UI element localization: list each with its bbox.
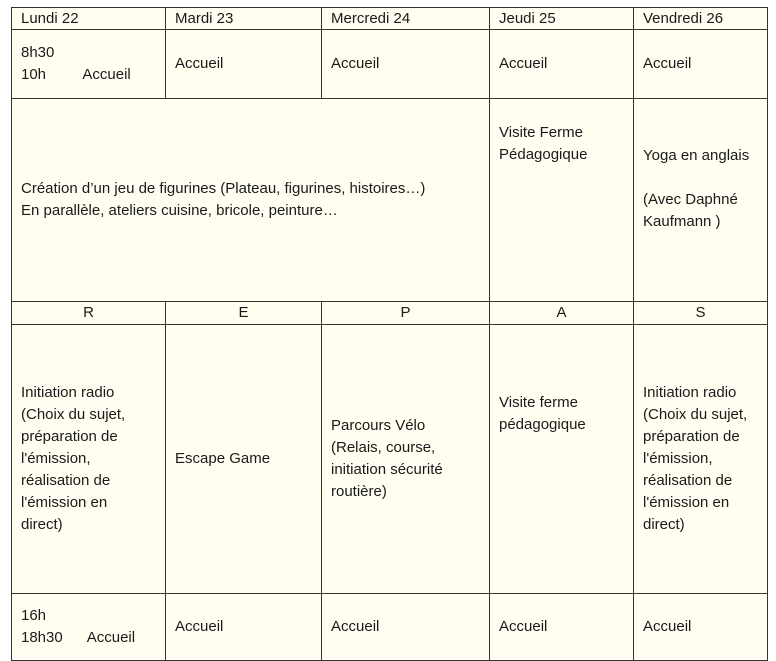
morning-end-time: 10h xyxy=(21,66,47,83)
morning-start-time: 8h30 xyxy=(21,44,55,61)
day-header-mercredi: Mercredi 24 xyxy=(322,8,490,30)
afternoon-jeudi-line: pédagogique xyxy=(499,416,586,433)
morning-jeudi-cell xyxy=(490,30,634,99)
evening-start-time: 16h xyxy=(21,607,47,624)
repas-letter-p: P xyxy=(322,302,490,325)
afternoon-mardi-cell xyxy=(166,325,322,594)
activities-row xyxy=(12,99,768,302)
morning-time-range xyxy=(21,42,54,86)
afternoon-lundi-line: l'émission, xyxy=(21,450,91,467)
afternoon-vendredi-cell xyxy=(634,325,768,594)
morning-vendredi-accueil: Accueil xyxy=(643,55,692,72)
afternoon-lundi-line: préparation de xyxy=(21,428,118,445)
afternoon-mercredi-line: Parcours Vélo xyxy=(331,417,426,434)
evening-mercredi-cell xyxy=(322,594,490,661)
morning-time-block xyxy=(21,42,156,86)
evening-vendredi-cell xyxy=(634,594,768,661)
repas-letter-s: S xyxy=(634,302,768,325)
afternoon-lundi-line: l'émission en xyxy=(21,494,108,511)
repas-row xyxy=(12,302,768,325)
afternoon-lundi-line: Initiation radio xyxy=(21,384,115,401)
evening-lundi-cell xyxy=(12,594,166,661)
repas-letter-a: A xyxy=(490,302,634,325)
day-header-lundi: Lundi 22 xyxy=(12,8,166,30)
afternoon-vendredi-line: préparation de xyxy=(643,428,740,445)
vendredi-activity-line-3: Kaufmann ) xyxy=(643,213,721,230)
vendredi-activity-line-1: Yoga en anglais xyxy=(643,147,750,164)
afternoon-mercredi-line: (Relais, course, xyxy=(331,439,436,456)
morning-mardi-accueil: Accueil xyxy=(175,55,224,72)
afternoon-vendredi-line: réalisation de xyxy=(643,472,733,489)
jeudi-activity-line-1: Visite Ferme xyxy=(499,124,583,141)
morning-row xyxy=(12,30,768,99)
morning-vendredi-cell xyxy=(634,30,768,99)
vendredi-activity-cell xyxy=(634,99,768,302)
repas-letter-r: R xyxy=(12,302,166,325)
evening-end-time: 18h30 xyxy=(21,629,63,646)
repas-letter-e: E xyxy=(166,302,322,325)
afternoon-jeudi-cell xyxy=(490,325,634,594)
evening-vendredi-accueil: Accueil xyxy=(643,618,692,635)
vendredi-activity-line-2: (Avec Daphné xyxy=(643,191,738,208)
evening-jeudi-accueil: Accueil xyxy=(499,618,548,635)
evening-time-range xyxy=(21,605,63,649)
evening-mardi-cell xyxy=(166,594,322,661)
jeudi-activity-cell xyxy=(490,99,634,302)
afternoon-row xyxy=(12,325,768,594)
day-header-mardi: Mardi 23 xyxy=(166,8,322,30)
afternoon-vendredi-line: direct) xyxy=(643,516,685,533)
evening-jeudi-cell xyxy=(490,594,634,661)
evening-row xyxy=(12,594,768,661)
afternoon-vendredi-line: l'émission en xyxy=(643,494,730,511)
afternoon-vendredi-line: (Choix du sujet, xyxy=(643,406,748,423)
evening-lundi-accueil: Accueil xyxy=(86,629,136,646)
afternoon-lundi-line: réalisation de xyxy=(21,472,111,489)
morning-mardi-cell xyxy=(166,30,322,99)
evening-mardi-accueil: Accueil xyxy=(175,618,224,635)
day-header-row xyxy=(12,8,768,30)
figurines-activity-title: Création d’un jeu de figurines (Plateau, figurines, histoires…) xyxy=(21,180,426,197)
afternoon-lundi-line: direct) xyxy=(21,516,63,533)
jeudi-activity-line-2: Pédagogique xyxy=(499,146,588,163)
morning-jeudi-accueil: Accueil xyxy=(499,55,548,72)
figurines-activity-cell xyxy=(12,99,490,302)
vendredi-activity-spacer xyxy=(643,167,758,189)
evening-mercredi-accueil: Accueil xyxy=(331,618,380,635)
morning-mercredi-accueil: Accueil xyxy=(331,55,380,72)
afternoon-vendredi-line: Initiation radio xyxy=(643,384,737,401)
afternoon-lundi-cell xyxy=(12,325,166,594)
afternoon-mercredi-line: initiation sécurité xyxy=(331,461,443,478)
afternoon-vendredi-line: l'émission, xyxy=(643,450,713,467)
morning-lundi-cell xyxy=(12,30,166,99)
afternoon-jeudi-line: Visite ferme xyxy=(499,394,578,411)
afternoon-mercredi-line: routière) xyxy=(331,483,387,500)
afternoon-lundi-line: (Choix du sujet, xyxy=(21,406,126,423)
day-header-jeudi: Jeudi 25 xyxy=(490,8,634,30)
afternoon-mercredi-cell xyxy=(322,325,490,594)
day-header-vendredi: Vendredi 26 xyxy=(634,8,768,30)
evening-time-block xyxy=(21,605,156,649)
morning-lundi-accueil: Accueil xyxy=(82,66,131,83)
weekly-schedule-table xyxy=(11,7,768,661)
morning-mercredi-cell xyxy=(322,30,490,99)
parallel-workshops-text: En parallèle, ateliers cuisine, bricole, peinture… xyxy=(21,202,338,219)
afternoon-mardi-line: Escape Game xyxy=(175,450,271,467)
